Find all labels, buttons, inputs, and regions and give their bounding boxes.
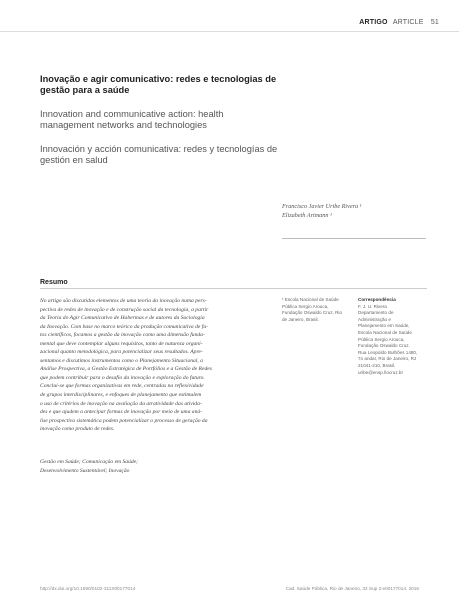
author-name: Elizabeth Artmann ¹ [282, 211, 332, 219]
abstract-line: pectiva de redes de inovação e de construção social da tecnologia, a partir [40, 306, 209, 313]
title-portuguese: Inovação e agir comunicativo: redes e tecnologias de gestão para a saúde [40, 74, 277, 95]
correspondence-line: Planejamento em Saúde, [358, 323, 410, 329]
affiliation-line: de Janeiro, Brasil. [282, 316, 319, 322]
keywords [40, 458, 138, 475]
affiliation-line: ¹ Escola Nacional de Saúde [282, 297, 339, 302]
keywords-line: Desenvolvimento Sustentável; Inovação [40, 467, 130, 474]
abstract-line: sentamos e discutimos instrumentos como o Planejamento Situacional, a [40, 357, 203, 364]
running-header [359, 19, 439, 26]
correspondence-line: Departamento de [358, 310, 394, 316]
abstract-line: lise prospectiva sistemática podem potencializar o processo de geração da [40, 417, 208, 424]
authors-rule [282, 238, 426, 239]
abstract-line: Conclui-se que formas organizativas em rede, centradas na reflexividade [40, 383, 204, 390]
author-list [282, 203, 362, 220]
title-spanish: Innovación y acción comunicativa: redes y tecnologías de gestión en salud [40, 144, 278, 165]
abstract-line: de grupos interdisciplinares, e enfoques de planejamento que estimulem [40, 392, 202, 399]
author-name: Francisco Javier Uribe Rivera ¹ [282, 203, 362, 210]
correspondence-line: Rua Leopoldo Bulhões 1480, [358, 349, 418, 355]
correspondence-email[interactable]: uribe@ensp.fiocruz.br [358, 369, 404, 375]
abstract-line: des e que ajudem a antecipar formas de inovação por meio de uma aná- [40, 409, 203, 416]
abstract-line: mental que deve contemplar alguns requisitos, tanto de natureza organi- [40, 340, 203, 347]
section-label-en: ARTICLE [392, 19, 424, 26]
correspondence-line: 7o andar, Rio de Janeiro, RJ [358, 356, 417, 362]
abstract-line: o uso de critérios de inovação na avaliação da atratividade das ativida- [40, 400, 202, 407]
abstract-rule [40, 288, 427, 289]
abstract-line: da Teoria do Agir Comunicativo de Habermas e de autores da Sociologia [40, 315, 205, 322]
header-rule [0, 31, 459, 32]
correspondence-line: 21041-210, Brasil. [358, 362, 396, 368]
title-english: Innovation and communicative action: health management networks and technologies [40, 109, 224, 130]
abstract-line: Análise Prospectiva, a Gestão Estratégica de Portfólios e a Gestão de Redes [40, 366, 212, 373]
affiliation-line: Fundação Oswaldo Cruz, Rio [282, 310, 343, 316]
correspondence-line: Pública Sergio Arouca, [358, 336, 405, 342]
abstract-line: tos científicos, focamos a gestão da inovação como uma dimensão funda- [40, 332, 205, 339]
abstract-body [40, 297, 271, 434]
abstract-line: que podem contribuir para o desafio da inovação e exploração do futuro. [40, 374, 205, 381]
affiliation-line: Pública Sergio Arouca, [282, 303, 329, 309]
correspondence-line: Administração e [358, 316, 391, 322]
doi-link[interactable]: http://dx.doi.org/10.1590/0102-311X00177014 [40, 586, 136, 591]
section-label-pt: ARTIGO [359, 19, 388, 26]
abstract-heading: Resumo [40, 279, 68, 286]
correspondence-line: Escola Nacional de Saúde [358, 329, 412, 335]
correspondence-block [358, 297, 428, 376]
keywords-line: Gestão em Saúde; Comunicação em Saúde; [40, 459, 139, 465]
abstract-line: inovação como produto de redes. [40, 426, 115, 433]
correspondence-line: Fundação Oswaldo Cruz. [358, 343, 410, 349]
abstract-line: No artigo são discutidos elementos de uma teoria da inovação numa pers- [40, 298, 207, 304]
abstract-line: zacional quanto metodológica, para potencializar seus resultados. Apre- [40, 349, 203, 356]
page-number: 51 [430, 19, 439, 26]
affiliation-note [282, 297, 358, 323]
correspondence-line: F. J. U. Rivera [358, 303, 387, 309]
correspondence-heading: Correspondência [358, 297, 396, 302]
abstract-line: da Inovação. Com base no marco teórico da produção comunicativa de fa- [40, 323, 208, 330]
journal-citation: Cad. Saúde Pública, Rio de Janeiro, 32 Sup 2:e00177014, 2016 [285, 586, 419, 591]
